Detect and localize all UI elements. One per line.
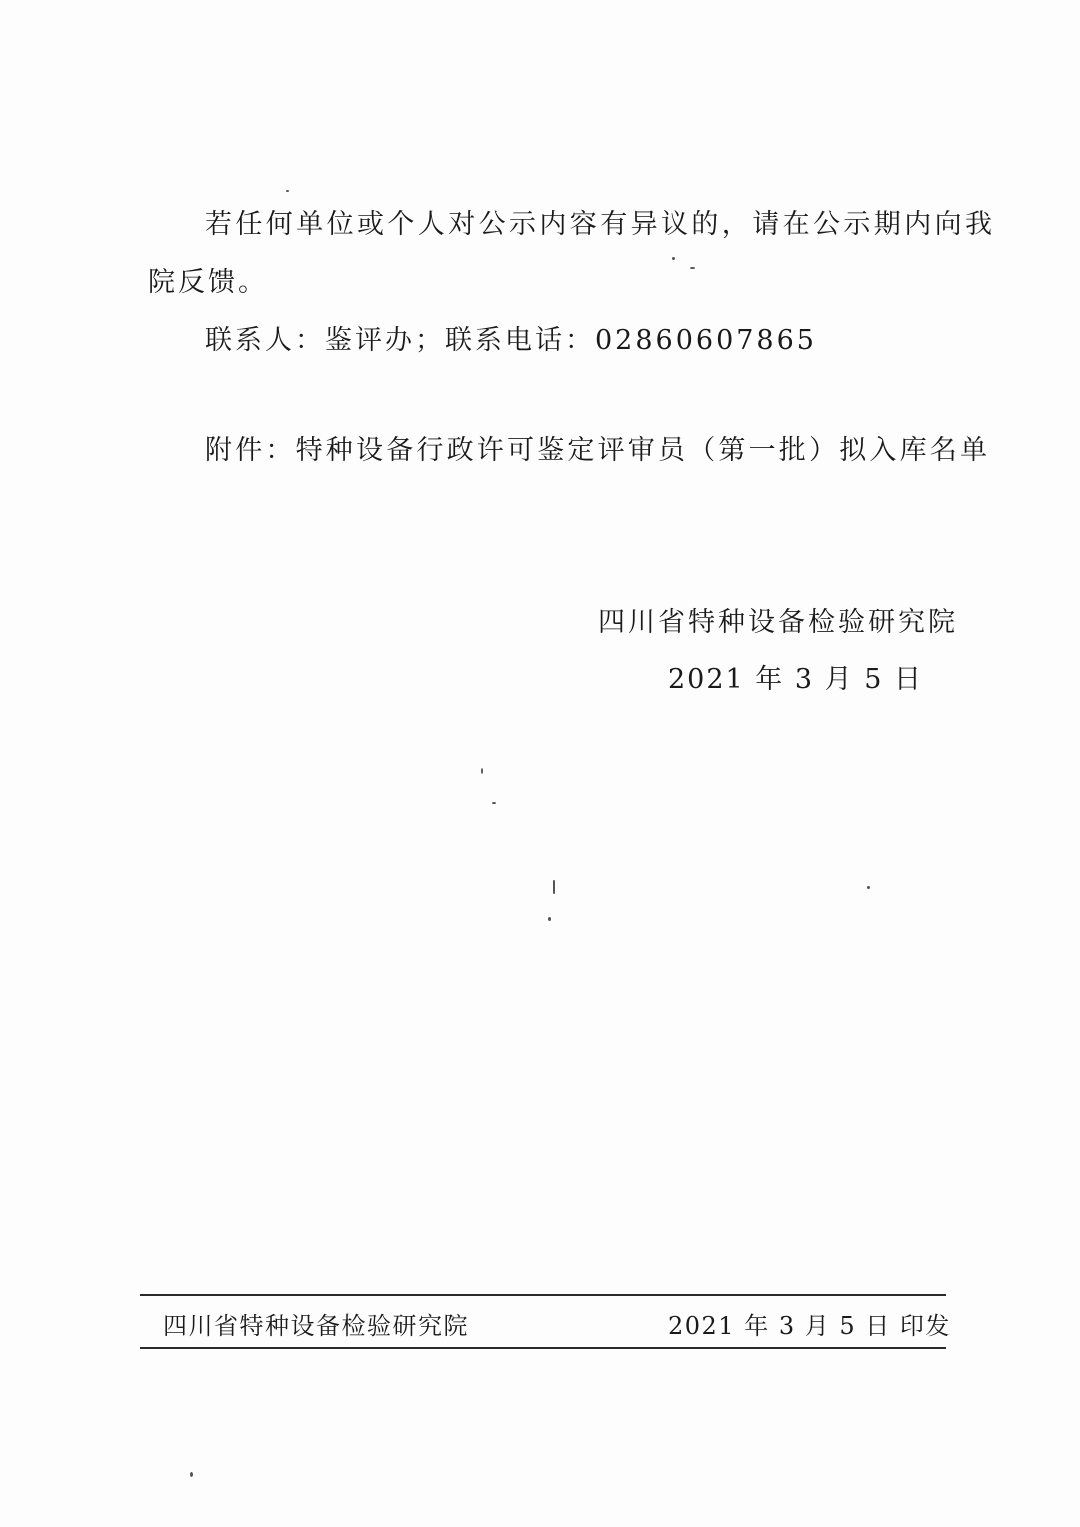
scan-speck [286,190,289,192]
scan-speck [481,768,483,774]
scan-speck [867,886,870,889]
signature-organization: 四川省特种设备检验研究院 [598,607,958,638]
scan-speck [548,917,551,921]
body-paragraph-line-1: 若任何单位或个人对公示内容有异议的，请在公示期内向我 [205,209,996,240]
scan-speck [190,1472,193,1477]
contact-line: 联系人：鉴评办；联系电话：02860607865 [205,325,817,356]
attachment-line: 附件：特种设备行政许可鉴定评审员（第一批）拟入库名单 [205,435,991,466]
scan-speck [553,880,555,894]
footer-issue-date: 2021 年 3 月 5 日 印发 [668,1312,951,1340]
footer-organization: 四川省特种设备检验研究院 [163,1312,469,1340]
scan-speck [672,257,675,260]
footer-rule-top [140,1294,946,1296]
scan-speck [690,267,695,269]
signature-date: 2021 年 3 月 5 日 [668,664,923,695]
footer-rule-bottom [140,1347,946,1349]
body-paragraph-line-2: 院反馈。 [148,267,268,298]
scan-speck [492,802,496,804]
